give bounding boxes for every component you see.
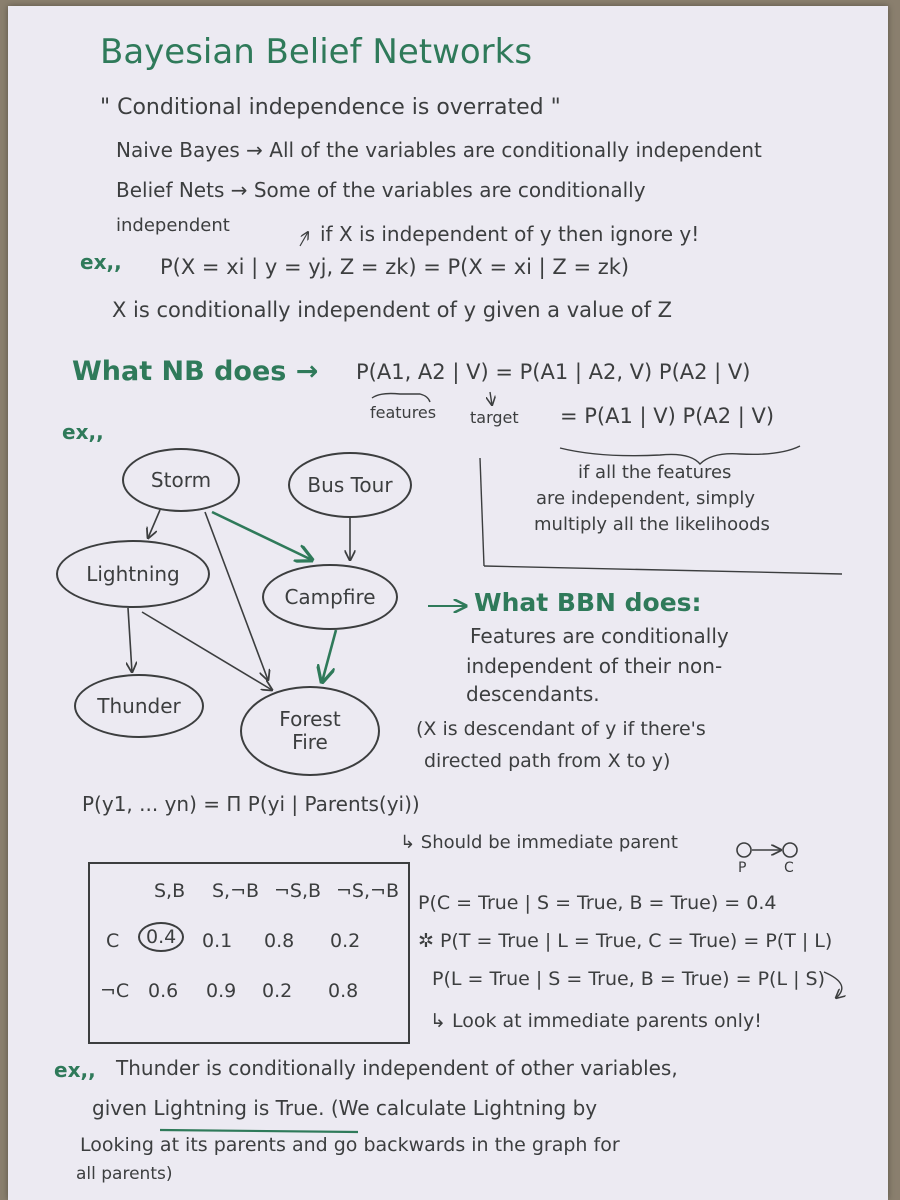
target-arrow — [490, 392, 492, 405]
node-thunder: Thunder — [74, 674, 204, 738]
table-cell: 0.9 — [206, 980, 237, 1002]
likelihood-note-1: if all the features — [578, 462, 732, 483]
col-header: S,B — [154, 880, 186, 902]
bbn-text-3: descendants. — [466, 682, 600, 706]
product-formula: P(y1, ... yn) = Π P(yi | Parents(yi)) — [82, 792, 420, 816]
likelihood-note-3: multiply all the likelihoods — [534, 514, 770, 535]
table-cell: 0.6 — [148, 980, 179, 1002]
immediate-parent-note: ↳ Should be immediate parent — [400, 832, 678, 853]
col-header: ¬S,B — [274, 880, 322, 902]
target-label: target — [470, 408, 519, 427]
table-cell: 0.2 — [262, 980, 293, 1002]
bottom-line-2: given Lightning is True. (We calculate Lightning by — [92, 1096, 598, 1120]
bottom-line-4: all parents) — [76, 1164, 173, 1184]
col-header: S,¬B — [212, 880, 260, 902]
quote: " Conditional independence is overrated " — [100, 95, 561, 120]
example-label-1: ex,, — [80, 250, 122, 274]
bbn-heading: What BBN does: — [474, 588, 702, 617]
bottom-line-1: Thunder is conditionally independent of other variables, — [116, 1056, 678, 1080]
belief-nets-line: Belief Nets → Some of the variables are conditionally — [116, 178, 646, 202]
table-cell-circled: 0.4 — [138, 926, 184, 948]
edge-storm-campfire — [212, 512, 312, 560]
node-campfire: Campfire — [262, 564, 398, 630]
bracket-vertical — [480, 458, 484, 566]
bbn-text-2: independent of their non- — [466, 654, 723, 678]
node-lightning: Lightning — [56, 540, 210, 608]
edge-lightning-forestfire — [142, 612, 272, 690]
nb-formula: P(A1, A2 | V) = P(A1 | A2, V) P(A2 | V) — [356, 360, 751, 384]
features-label: features — [370, 403, 437, 422]
formula-brace — [560, 446, 800, 464]
bbn-text-1: Features are conditionally — [470, 624, 729, 648]
ignore-arrow — [300, 232, 308, 246]
features-brace — [372, 394, 430, 403]
prob-line-2: ✲ P(T = True | L = True, C = True) = P(T | L) — [418, 930, 833, 952]
parent-label: P — [738, 860, 747, 876]
page-title: Bayesian Belief Networks — [100, 32, 533, 72]
formula-conditional: P(X = xi | y = yj, Z = zk) = P(X = xi | Z = zk) — [160, 255, 630, 279]
nb-formula-independent: = P(A1 | V) P(A2 | V) — [560, 404, 775, 428]
example-label-2: ex,, — [62, 420, 104, 444]
conditional-independence-text: X is conditionally independent of y given a value of Z — [112, 298, 673, 322]
col-header: ¬S,¬B — [336, 880, 399, 902]
edge-lightning-thunder — [128, 608, 132, 672]
descendant-note-2: directed path from X to y) — [424, 750, 671, 772]
descendant-note-1: (X is descendant of y if there's — [416, 718, 706, 740]
bracket-horizontal — [484, 566, 842, 574]
node-storm: Storm — [122, 448, 240, 512]
ignore-note: if X is independent of y then ignore y! — [320, 222, 700, 246]
prob-line-3: P(L = True | S = True, B = True) = P(L | S) — [432, 968, 825, 990]
node-bus-tour: Bus Tour — [288, 452, 412, 518]
edge-storm-lightning — [148, 510, 160, 538]
table-cell: 0.8 — [328, 980, 359, 1002]
prob-line-1: P(C = True | S = True, B = True) = 0.4 — [418, 892, 777, 914]
table-cell: 0.2 — [330, 930, 361, 952]
child-label: C — [784, 860, 794, 876]
node-forest-fire: Forest Fire — [240, 686, 380, 776]
belief-nets-independent: independent — [116, 215, 230, 236]
table-cell: 0.8 — [264, 930, 295, 952]
example-label-3: ex,, — [54, 1058, 96, 1082]
immediate-only-note: ↳ Look at immediate parents only! — [430, 1010, 762, 1032]
likelihood-note-2: are independent, simply — [536, 488, 756, 509]
nb-heading: What NB does → — [72, 356, 319, 387]
row-label: ¬C — [100, 980, 130, 1002]
naive-bayes-line: Naive Bayes → All of the variables are conditionally independent — [116, 138, 762, 162]
edge-campfire-forestfire — [322, 630, 336, 682]
table-cell: 0.1 — [202, 930, 233, 952]
curve-arrow — [824, 972, 842, 998]
underline-lightning-true — [160, 1130, 358, 1132]
bottom-line-3: Looking at its parents and go backwards in the graph for — [80, 1134, 620, 1156]
row-label: C — [106, 930, 120, 952]
